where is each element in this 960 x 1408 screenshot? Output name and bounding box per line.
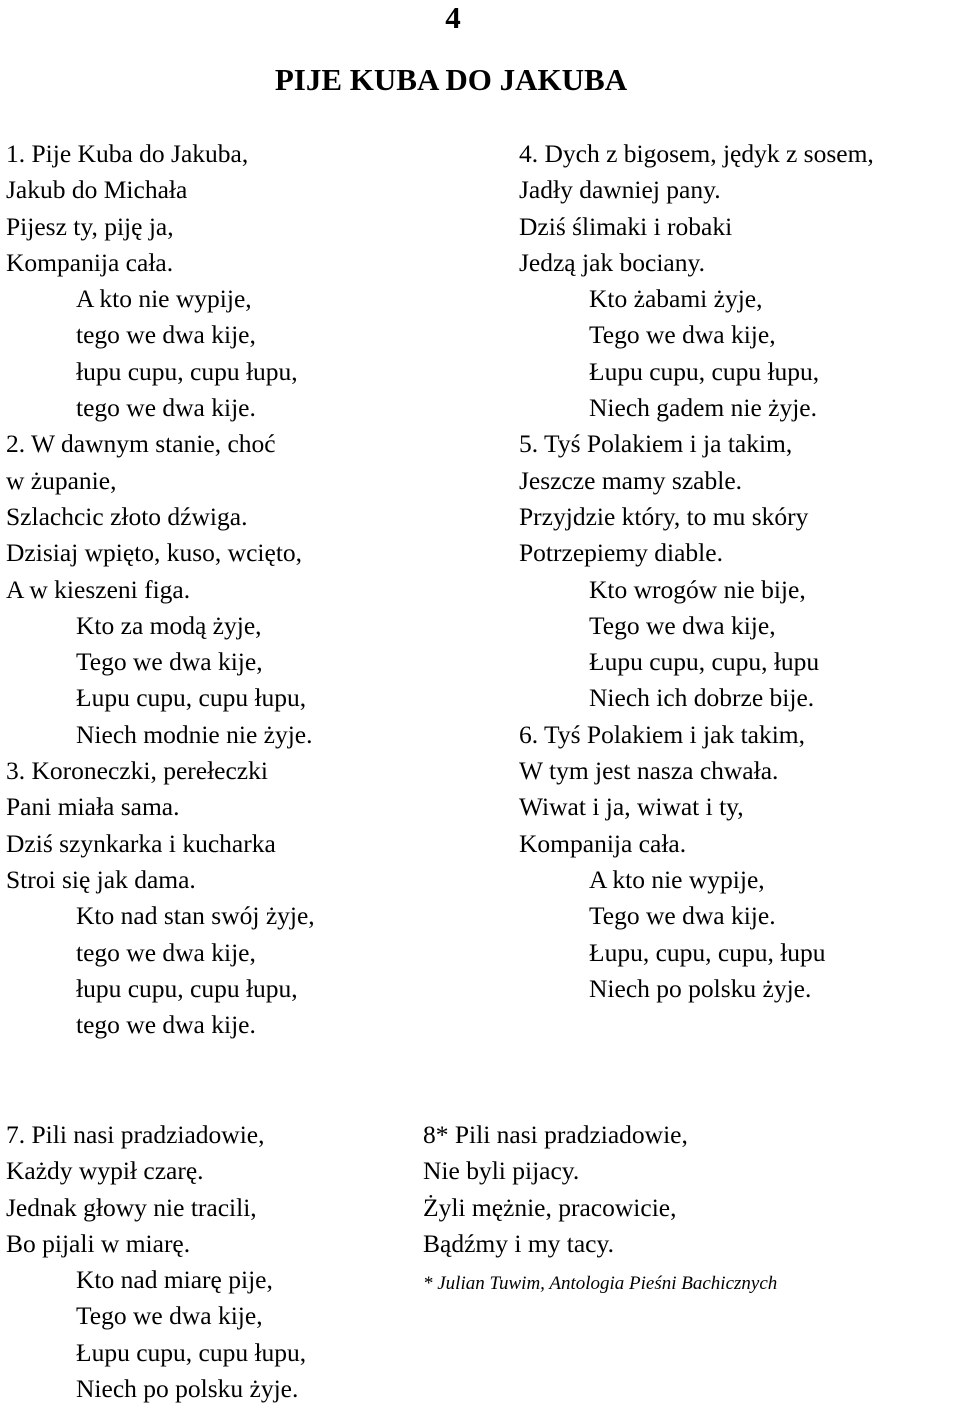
right-column — [519, 136, 874, 1007]
verse-line: 1. Pije Kuba do Jakuba, — [6, 139, 249, 168]
verse-line: 4. Dych z bigosem, jędyk z sosem, — [519, 139, 874, 168]
verse-line: Kompanija cała. — [519, 828, 687, 858]
refrain-line: Tego we dwa kije, — [589, 320, 776, 350]
verse-line: Każdy wypił czarę. — [6, 1156, 204, 1186]
verse-line: Szlachcic złoto dźwiga. — [6, 501, 248, 531]
bottom-left-column — [6, 1117, 306, 1407]
verse-line: Żyli mężnie, pracowicie, — [423, 1192, 677, 1222]
refrain-line: Łupu cupu, cupu łupu, — [589, 356, 820, 386]
refrain-line: Kto nad miarę pije, — [76, 1265, 273, 1295]
refrain-line: Tego we dwa kije, — [76, 1301, 263, 1331]
verse-line: Jednak głowy nie tracili, — [6, 1192, 257, 1222]
verse-line: 3. Koroneczki, perełeczki — [6, 756, 268, 786]
verse-line: Jeszcze mamy szable. — [519, 465, 743, 495]
page-number: 4 — [445, 0, 461, 35]
refrain-line: tego we dwa kije, — [76, 937, 256, 967]
refrain-line: A kto nie wypije, — [589, 864, 765, 894]
verse-line: A w kieszeni figa. — [6, 574, 191, 604]
refrain-line: Niech gadem nie żyje. — [589, 393, 817, 423]
refrain-line: Łupu cupu, cupu, łupu — [589, 647, 820, 677]
refrain-line: Niech ich dobrze bije. — [589, 683, 815, 713]
refrain-line: A kto nie wypije, — [76, 284, 252, 314]
refrain-line: łupu cupu, cupu łupu, — [76, 973, 298, 1003]
refrain-line: tego we dwa kije, — [76, 320, 256, 350]
refrain-line: Niech po polsku żyje. — [589, 973, 812, 1003]
verse-line: 6. Tyś Polakiem i jak takim, — [519, 719, 806, 749]
verse-line: 7. Pili nasi pradziadowie, — [6, 1120, 265, 1149]
refrain-line: tego we dwa kije. — [76, 393, 256, 423]
footnote: * Julian Tuwim, Antologia Pieśni Bachicznych — [423, 1273, 778, 1294]
refrain-line: Łupu, cupu, cupu, łupu — [589, 937, 826, 967]
verse-line: Bądźmy i my tacy. — [423, 1228, 614, 1258]
verse-line: Pijesz ty, piję ja, — [6, 211, 174, 241]
verse-line: Bo pijali w miarę. — [6, 1228, 191, 1258]
song-title: PIJE KUBA DO JAKUBA — [274, 62, 628, 97]
refrain-line: Łupu cupu, cupu łupu, — [76, 1337, 307, 1367]
refrain-line: tego we dwa kije. — [76, 1010, 256, 1040]
refrain-line: Niech modnie nie żyje. — [76, 719, 313, 749]
verse-line: Kompanija cała. — [6, 247, 174, 277]
refrain-line: Łupu cupu, cupu łupu, — [76, 683, 307, 713]
refrain-line: Tego we dwa kije, — [76, 647, 263, 677]
verse-line: Potrzepiemy diable. — [519, 538, 723, 568]
verse-line: 2. W dawnym stanie, choć — [6, 429, 276, 459]
verse-line: Przyjdzie który, to mu skóry — [519, 501, 809, 531]
refrain-line: Tego we dwa kije, — [589, 610, 776, 640]
verse-line: 5. Tyś Polakiem i ja takim, — [519, 429, 793, 459]
verse-line: Nie byli pijacy. — [423, 1156, 580, 1186]
verse-line: Jadły dawniej pany. — [519, 175, 721, 205]
verse-line: Pani miała sama. — [6, 792, 180, 822]
verse-line: Jakub do Michała — [6, 175, 188, 205]
left-column — [6, 136, 315, 1043]
refrain-line: łupu cupu, cupu łupu, — [76, 356, 298, 386]
verse-line: Dziś ślimaki i robaki — [519, 211, 733, 241]
verse-line: Dzisiaj wpięto, kuso, wcięto, — [6, 538, 303, 568]
verse-line: w żupanie, — [6, 465, 117, 495]
refrain-line: Kto żabami żyje, — [589, 284, 763, 314]
refrain-line: Kto nad stan swój żyje, — [76, 901, 315, 931]
verse-line: Jedzą jak bociany. — [519, 247, 705, 277]
refrain-line: Kto wrogów nie bije, — [589, 574, 806, 604]
verse-line: Stroi się jak dama. — [6, 864, 196, 894]
verse-line: Dziś szynkarka i kucharka — [6, 828, 276, 858]
refrain-line: Kto za modą żyje, — [76, 610, 262, 640]
verse-line: 8* Pili nasi pradziadowie, — [423, 1120, 688, 1149]
refrain-line: Tego we dwa kije. — [589, 901, 776, 931]
refrain-line: Niech po polsku żyje. — [76, 1374, 299, 1404]
bottom-right-column — [423, 1117, 688, 1262]
verse-line: W tym jest nasza chwała. — [519, 756, 779, 786]
verse-line: Wiwat i ja, wiwat i ty, — [519, 792, 744, 822]
